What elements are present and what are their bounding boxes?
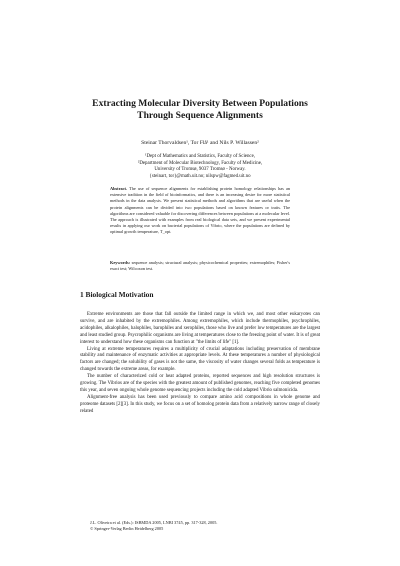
affiliations xyxy=(60,154,340,180)
section-heading: 1 Biological Motivation xyxy=(80,290,154,299)
affiliation-line: University of Tromsø, 9037 Tromsø - Norway. xyxy=(154,167,246,173)
body-paragraph: Extreme environments are those that fall outside the limited range in which we, and most other eukaryotes can survive, and are inhabited by the extremophiles. Among extremophiles, which include thermophiles, psychrophiles, acidophiles, alkalophiles, halophiles, barophiles and xerophiles, those who live and prefer low temperatures are the largest and least studied group. Psycrophilic organisms are living at temperatures close to the freezing point of water. It is of great interest to understand how these organisms can function at "the limits of life" [1]. xyxy=(80,312,320,345)
keywords-label: Keywords: xyxy=(110,260,131,265)
abstract-text: The use of sequence alignments for establishing protein homology relationships has an extensive tradition in the field of bioinformatics, and there is an increasing desire for more statistical methods in the data analysis. We present statistical methods and algorithms that are useful when the protein alignments can be divided into two populations based on known features or traits. The algorithms are considered valuable for discovering differences between populations at a molecular level. The approach is illustrated with examples from real biological data sets, and we present experimental results in applying our work on bacterial populations of Vibrio, where the populations are defined by optimal growth temperature, T_opt. xyxy=(110,186,290,235)
affiliation-line: ²Department of Molecular Biotechnology, Faculty of Medicine, xyxy=(137,160,263,166)
body-paragraph: Living at extreme temperatures requires a multiplicity of crucial adaptations including preservation of membrane stability and maintenance of enzymatic activities at appropriate levels. At these temperatures a number of physiological factors are changed; the solubility of gases is not the same, the viscosity of water changes several folds as temperature is changed towards the extreme areas, for example. xyxy=(80,346,320,373)
section-body xyxy=(80,312,320,416)
abstract xyxy=(110,186,290,236)
copyright-line: © Springer-Verlag Berlin Heidelberg 2005 xyxy=(90,526,164,532)
abstract-label: Abstract. xyxy=(110,186,128,191)
keywords-text: sequence analysis; structural analysis; physicochemical properties; extremophiles; Fisher's exact test; Wilcoxon test. xyxy=(110,260,291,272)
title-line-2: Through Sequence Alignments xyxy=(137,110,263,121)
body-paragraph: Alignment-free analysis has been used previously to compare amino acid compositions in whole genome and proteome datasets [2][3]. In this study, we focus on a set of homolog protein data from a relatively narrow range of closely related xyxy=(80,394,320,414)
citation-line: J.L. Oliveira et al. (Eds.): ISBMDA 2005, LNBI 3745, pp. 317-328, 2005. xyxy=(90,520,218,525)
affiliation-line: ¹Dept of Mathematics and Statistics, Faculty of Science, xyxy=(145,154,255,159)
author-list: Steinar Thorvaldsen¹, Tor Flå¹ and Nils P. Willassen² xyxy=(141,140,259,146)
affiliation-emails: {steinart, tor}@math.uit.no; nilspw@fagmed.uit.no xyxy=(149,173,251,179)
keywords xyxy=(110,260,290,272)
body-paragraph: The number of characterized cold or heat adapted proteins, reported sequences and high resolution structures is growing. The Vibrios are of the species with the greatest amount of published genomes, reaching five completed genomes this year, and seven ongoing whole genome sequencing projects including the cold adapted Vibrio salmonicida. xyxy=(80,374,320,393)
paper-title xyxy=(60,98,340,122)
citation-footer xyxy=(90,520,217,532)
title-line-1: Extracting Molecular Diversity Between Populations xyxy=(92,98,308,109)
